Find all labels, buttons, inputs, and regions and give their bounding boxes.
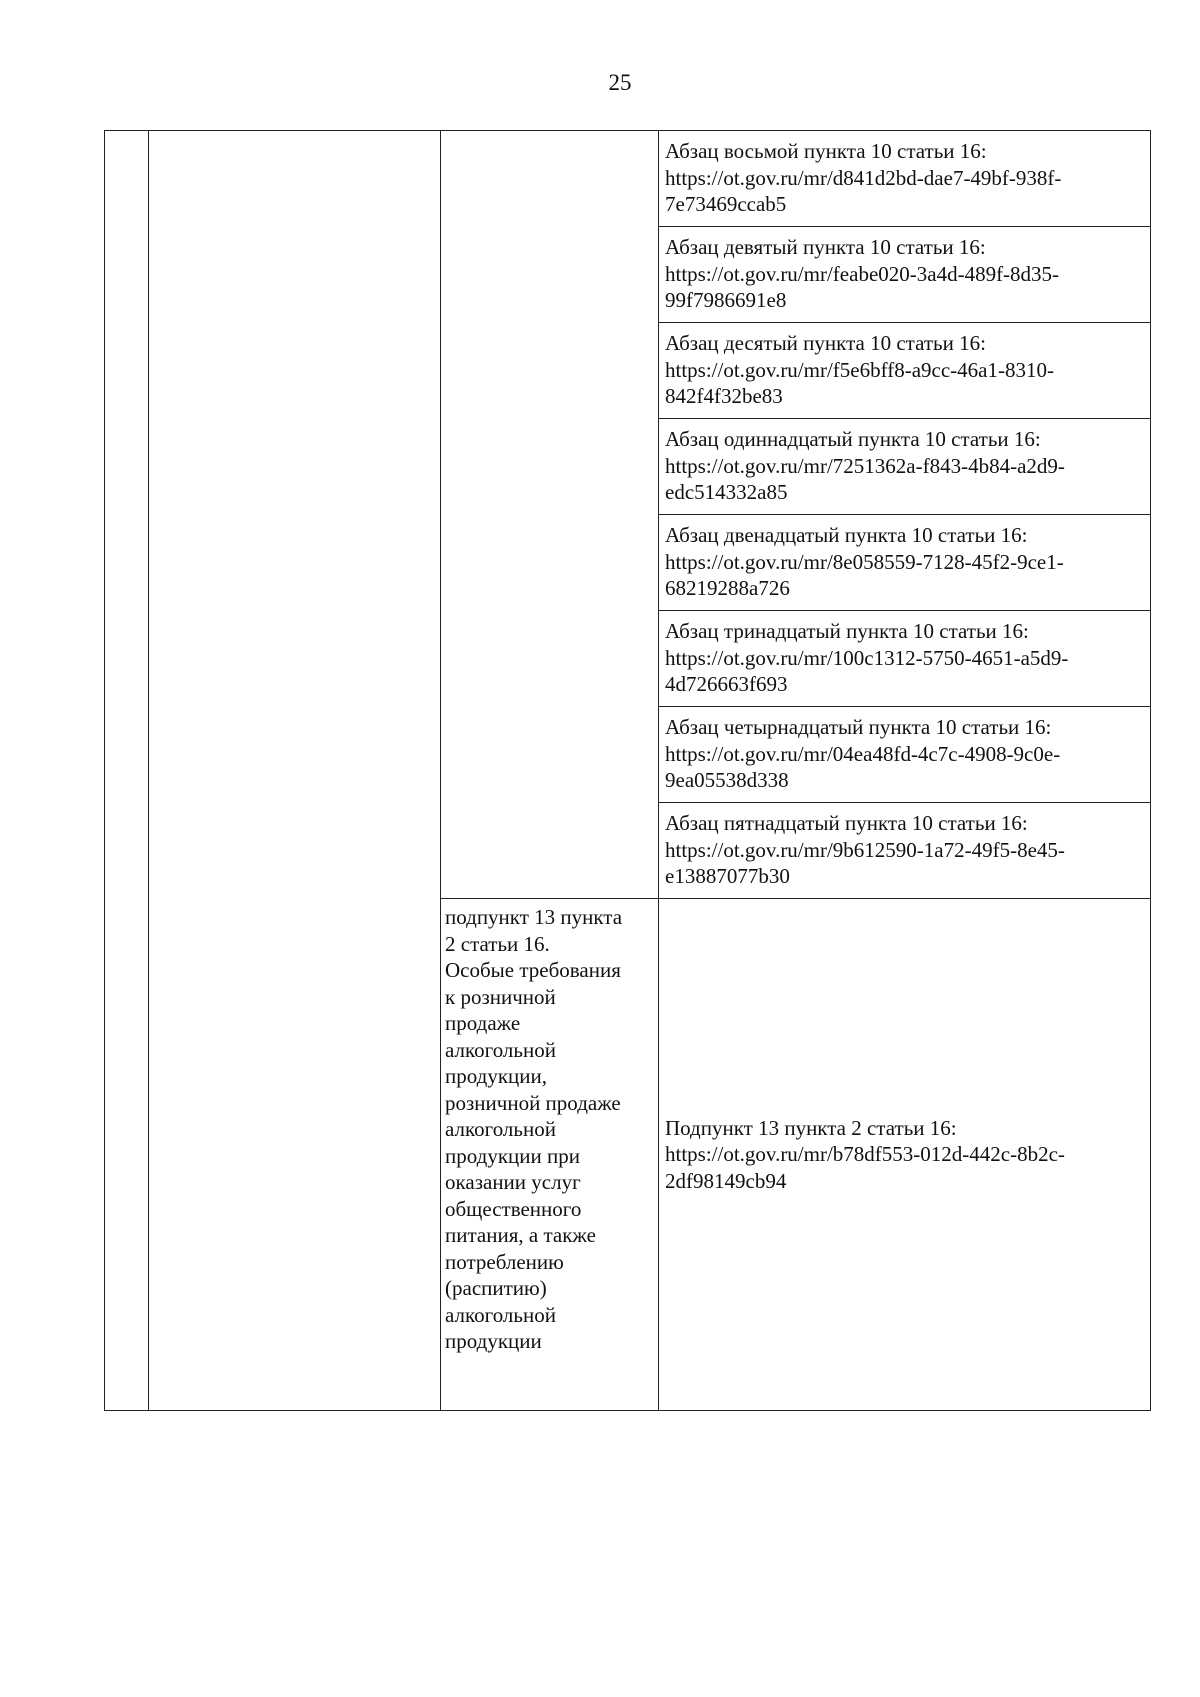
reference-cell [659, 803, 1151, 899]
requirement-cell [441, 131, 659, 899]
reference-link[interactable]: https://ot.gov.ru/mr/b78df553-012d-442c-8b2c- [665, 1142, 1065, 1167]
subpoint-line: (распитию) [445, 1276, 547, 1300]
reference-cell [659, 131, 1151, 227]
reference-cell [659, 611, 1151, 707]
reference-link[interactable]: 7e73469ccab5 [665, 192, 787, 216]
subpoint-line: питания, а также [445, 1223, 596, 1247]
subpoint-line: продукции, [445, 1064, 547, 1088]
subpoint-line: алкогольной [445, 1302, 556, 1327]
reference-cell [659, 515, 1151, 611]
subpoint-line: продукции при [445, 1143, 580, 1168]
reference-title: Абзац восьмой пункта 10 статьи 16: [665, 139, 987, 163]
reference-link[interactable]: 2df98149cb94 [665, 1168, 787, 1193]
number-cell [105, 131, 149, 1411]
reference-title: Абзац двенадцатый пункта 10 статьи 16: [665, 523, 1028, 547]
reference-cell [659, 707, 1151, 803]
reference-link[interactable]: e13887077b30 [665, 864, 790, 888]
reference-title: Абзац десятый пункта 10 статьи 16: [665, 331, 986, 355]
reference-link[interactable]: https://ot.gov.ru/mr/f5e6bff8-a9cc-46a1-8310- [665, 357, 1054, 382]
reference-link[interactable]: https://ot.gov.ru/mr/04ea48fd-4c7c-4908-9c0e- [665, 741, 1061, 766]
reference-link[interactable]: 99f7986691e8 [665, 288, 787, 312]
reference-cell [659, 323, 1151, 419]
table-row [105, 131, 1151, 227]
reference-link[interactable]: https://ot.gov.ru/mr/100c1312-5750-4651-a5d9- [665, 645, 1069, 670]
reference-title: Абзац четырнадцатый пункта 10 статьи 16: [665, 715, 1052, 739]
subpoint-line: 2 статьи 16. [445, 931, 550, 956]
subpoint-line: общественного [445, 1196, 582, 1221]
subpoint-line: продукции [445, 1329, 542, 1353]
reference-link[interactable]: 842f4f32be83 [665, 384, 783, 408]
reference-link[interactable]: https://ot.gov.ru/mr/d841d2bd-dae7-49bf-938f- [665, 165, 1062, 190]
reference-link[interactable]: edc514332a85 [665, 480, 788, 504]
reference-title: Подпункт 13 пункта 2 статьи 16: [665, 1115, 957, 1140]
subpoint-line: продаже [445, 1011, 521, 1035]
requirements-table [104, 130, 1151, 1411]
reference-title: Абзац одиннадцатый пункта 10 статьи 16: [665, 427, 1041, 451]
page-number: 25 [608, 70, 632, 95]
reference-title: Абзац тринадцатый пункта 10 статьи 16: [665, 619, 1029, 643]
reference-link[interactable]: https://ot.gov.ru/mr/9b612590-1a72-49f5-8e45- [665, 837, 1065, 862]
subpoint-requirement-cell [441, 899, 659, 1411]
subpoint-reference-cell [659, 899, 1151, 1411]
subpoint-line: подпункт 13 пункта [445, 905, 623, 929]
subpoint-line: алкогольной [445, 1037, 556, 1062]
reference-cell [659, 227, 1151, 323]
reference-link[interactable]: 9ea05538d338 [665, 768, 789, 792]
subpoint-line: потреблению [445, 1249, 564, 1274]
reference-title: Абзац девятый пункта 10 статьи 16: [665, 235, 986, 259]
act-name-cell [149, 131, 441, 1411]
subpoint-line: к розничной [445, 984, 556, 1009]
reference-link[interactable]: https://ot.gov.ru/mr/8e058559-7128-45f2-9ce1- [665, 549, 1064, 574]
reference-link[interactable]: https://ot.gov.ru/mr/feabe020-3a4d-489f-8d35- [665, 261, 1060, 286]
reference-cell [659, 419, 1151, 515]
subpoint-line: алкогольной [445, 1117, 556, 1141]
subpoint-line: розничной продаже [445, 1090, 621, 1115]
reference-link[interactable]: 68219288a726 [665, 576, 790, 600]
reference-link[interactable]: https://ot.gov.ru/mr/7251362a-f843-4b84-a2d9- [665, 453, 1065, 478]
reference-link[interactable]: 4d726663f693 [665, 672, 788, 696]
subpoint-line: оказании услуг [445, 1170, 581, 1194]
reference-title: Абзац пятнадцатый пункта 10 статьи 16: [665, 811, 1028, 835]
subpoint-line: Особые требования [445, 958, 621, 982]
